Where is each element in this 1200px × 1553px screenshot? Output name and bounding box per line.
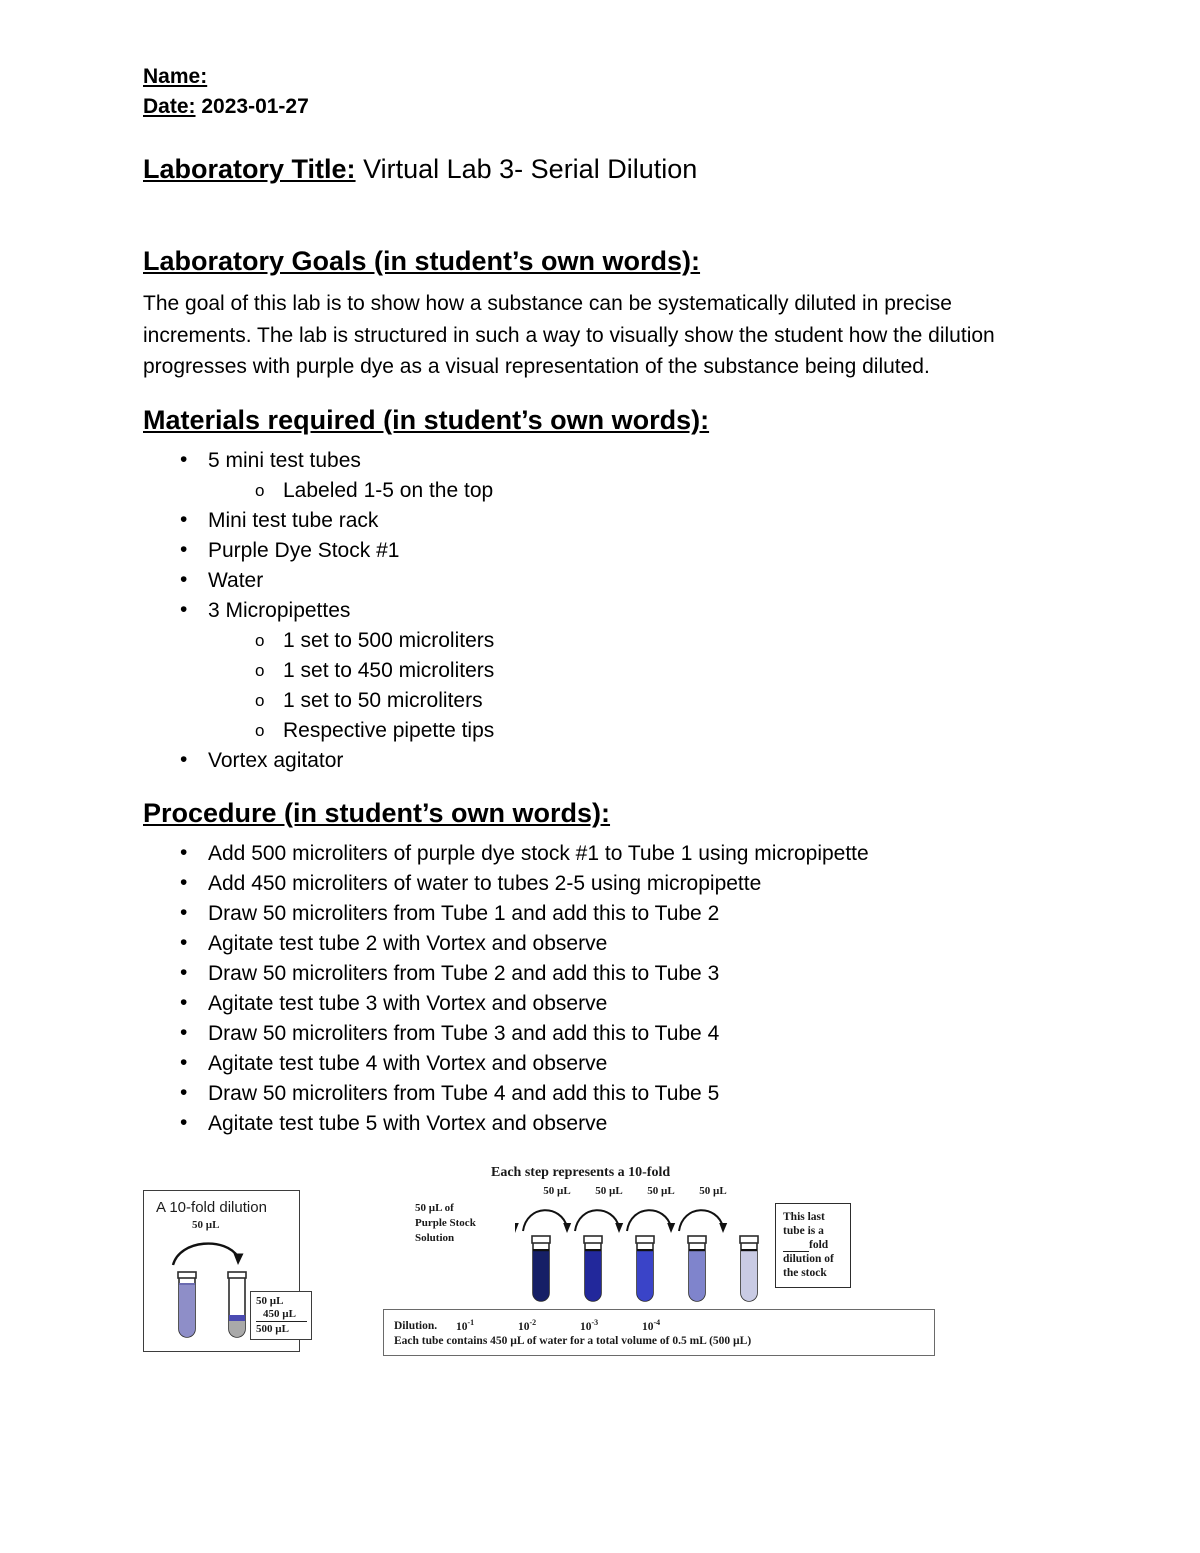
spacer (143, 278, 1072, 288)
materials-item: • 5 mini test tubes (143, 446, 1072, 476)
serial-dilution-figure (133, 1157, 1063, 1372)
dilution-tube-1 (515, 1233, 567, 1307)
ten-fold-dilution-title: A 10-fold dilution (156, 1198, 267, 1216)
materials-item: • Vortex agitator (143, 746, 1072, 776)
procedure-item: • Draw 50 microliters from Tube 1 and add this to Tube 2 (143, 899, 1072, 929)
materials-item: • Mini test tube rack (143, 506, 1072, 536)
date-value: 2023-01-27 (201, 95, 309, 118)
left-panel-tube-2 (226, 1269, 248, 1343)
date-label: Date: (143, 95, 196, 118)
test-tube-icon (634, 1233, 656, 1307)
step-volume-label: 50 µL (699, 1184, 727, 1197)
transfer-arrow-icon (170, 1235, 248, 1269)
materials-item: o Respective pipette tips (143, 716, 1072, 746)
procedure-item: • Draw 50 microliters from Tube 2 and add this to Tube 3 (143, 959, 1072, 989)
test-tube-icon (738, 1233, 760, 1307)
step-volume-labels (531, 1185, 841, 1197)
dilution-value: $10^{-2}$ (518, 1317, 537, 1333)
date-line (143, 92, 1072, 122)
page-title (143, 152, 1072, 186)
spacer (143, 776, 1072, 796)
spacer (143, 186, 1072, 244)
test-tube-icon (582, 1233, 604, 1307)
materials-item: • 3 Micropipettes (143, 596, 1072, 626)
figure-left-panel (143, 1190, 300, 1352)
procedure-item: • Agitate test tube 3 with Vortex and observe (143, 989, 1072, 1019)
procedure-list (143, 839, 1072, 1139)
left-transfer-volume-label: 50 µL (192, 1218, 220, 1231)
spacer (143, 122, 1072, 152)
materials-item: o Labeled 1-5 on the top (143, 476, 1072, 506)
procedure-item: • Add 450 microliters of water to tubes 2-5 using micropipette (143, 869, 1072, 899)
purple-stock-label (415, 1201, 476, 1246)
test-tube-icon (530, 1233, 552, 1307)
dilution-tube-5 (723, 1233, 775, 1307)
dilution-row-label: Dilution. (394, 1320, 438, 1333)
volume-fraction-box (250, 1291, 312, 1340)
stock-label-line-2: Purple Stock (415, 1216, 476, 1229)
procedure-item: • Draw 50 microliters from Tube 4 and add this to Tube 5 (143, 1079, 1072, 1109)
step-volume-label: 50 µL (647, 1184, 675, 1197)
step-volume-label: 50 µL (595, 1184, 623, 1197)
dilution-tube-3 (619, 1233, 671, 1307)
dilution-tube-2 (567, 1233, 619, 1307)
materials-item: o 1 set to 450 microliters (143, 656, 1072, 686)
name-label: Name: (143, 65, 208, 88)
stock-label-line-1: 50 µL of (415, 1201, 454, 1214)
figure-right-panel (383, 1157, 1063, 1372)
laboratory-goals-paragraph: The goal of this lab is to show how a substance can be systematically diluted in precise increments. The lab is structured in such a way to visually show the student how the dilution progresses with purple dye as a visual representation of the substance being diluted. (143, 292, 995, 378)
dilution-value: $10^{-3}$ (580, 1317, 599, 1333)
fill-in-blank (783, 1241, 809, 1252)
each-step-caption: Each step represents a 10-fold (491, 1164, 671, 1180)
step-volume-label: 50 µL (543, 1184, 571, 1197)
procedure-item: • Agitate test tube 5 with Vortex and observe (143, 1109, 1072, 1139)
spacer (143, 830, 1072, 839)
materials-heading: Materials required (in student’s own words): (143, 404, 710, 435)
spacer (143, 383, 1072, 403)
spacer (143, 437, 1072, 446)
fraction-line-2: 450 µL (263, 1307, 296, 1320)
laboratory-title-label: Laboratory Title: (143, 154, 356, 184)
materials-item: o 1 set to 500 microliters (143, 626, 1072, 656)
procedure-item: • Agitate test tube 2 with Vortex and observe (143, 929, 1072, 959)
last-tube-line-4: dilution of (783, 1252, 834, 1265)
dilution-tube-row (515, 1233, 775, 1307)
dilution-value: $10^{-4}$ (642, 1317, 661, 1333)
laboratory-title-value: Virtual Lab 3- Serial Dilution (363, 154, 698, 184)
materials-item: o 1 set to 50 microliters (143, 686, 1072, 716)
name-line (143, 62, 1072, 92)
test-tube-icon (686, 1233, 708, 1307)
left-panel-tube-1 (176, 1269, 198, 1343)
procedure-item: • Agitate test tube 4 with Vortex and observe (143, 1049, 1072, 1079)
bottom-note: Each tube contains 450 µL of water for a total volume of 0.5 mL (500 µL) (394, 1335, 752, 1348)
last-tube-line-2: tube is a (783, 1224, 824, 1237)
fraction-total: 500 µL (256, 1321, 307, 1336)
materials-item: • Water (143, 566, 1072, 596)
dilution-values-row (394, 1315, 928, 1335)
fraction-line-1: 50 µL (256, 1294, 284, 1307)
procedure-item: • Add 500 microliters of purple dye stock #1 to Tube 1 using micropipette (143, 839, 1072, 869)
last-tube-line-5: the stock (783, 1266, 827, 1279)
procedure-item: • Draw 50 microliters from Tube 3 and add this to Tube 4 (143, 1019, 1072, 1049)
stock-label-line-3: Solution (415, 1231, 455, 1244)
last-tube-line-1: This last (783, 1210, 825, 1223)
materials-list (143, 446, 1072, 776)
dilution-tube-4 (671, 1233, 723, 1307)
dilution-value: $10^{-1}$ (456, 1317, 475, 1333)
last-tube-line-3: fold (783, 1238, 845, 1252)
dilution-summary-box (383, 1309, 935, 1357)
procedure-heading: Procedure (in student’s own words): (143, 797, 611, 828)
laboratory-goals-heading: Laboratory Goals (in student’s own words): (143, 246, 701, 276)
last-tube-note-box (775, 1203, 851, 1288)
materials-item: • Purple Dye Stock #1 (143, 536, 1072, 566)
